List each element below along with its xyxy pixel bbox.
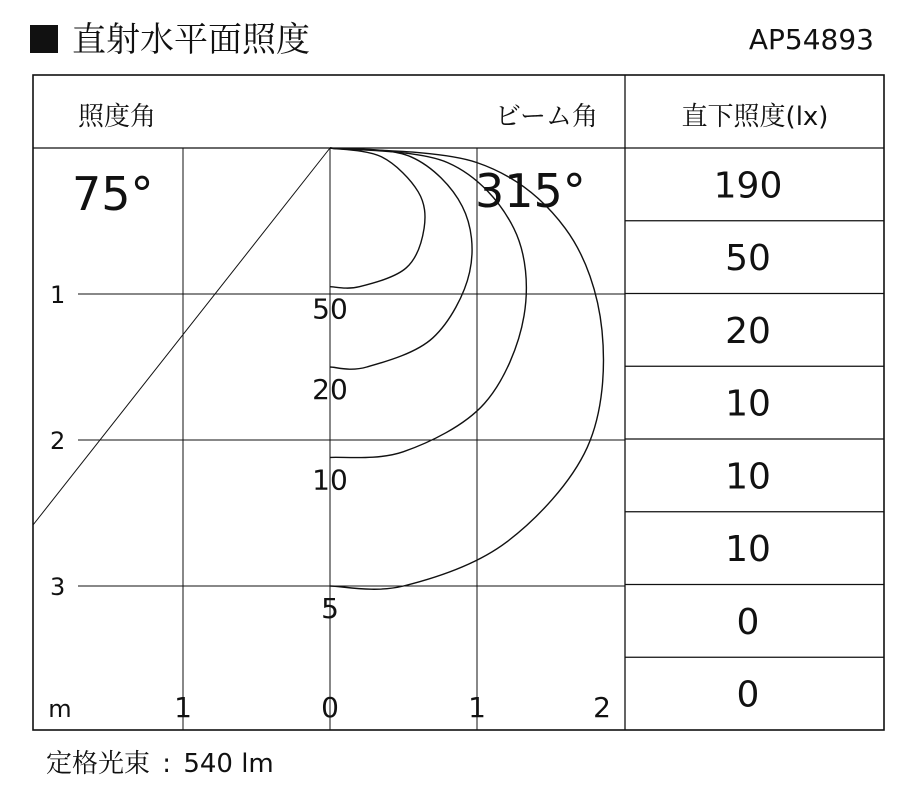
direct-illuminance-value: 0 [736, 674, 760, 716]
illuminance-angle-value: 75° [72, 167, 154, 221]
curve-label-20: 20 [312, 373, 348, 406]
rated-flux [46, 744, 278, 784]
beam-angle-header: ビーム角 [495, 102, 598, 132]
y-tick-label: 2 [50, 427, 66, 455]
rated-flux-label: 定格光束 [46, 749, 151, 779]
direct-illuminance-value: 0 [736, 601, 760, 643]
title-text: 直射水平面照度 [72, 20, 310, 60]
beam-angle-value: 315° [475, 164, 586, 218]
chart-labels [48, 102, 828, 724]
x-unit-label: m [48, 695, 72, 723]
illuminance-angle-header: 照度角 [78, 102, 157, 132]
model-number: AP54893 [748, 23, 874, 56]
x-tick-label: 1 [174, 691, 192, 724]
isolux-curve-50 [330, 148, 425, 288]
rated-flux-separator: : [162, 749, 172, 779]
chart-grid [33, 148, 625, 730]
direct-illuminance-value: 190 [713, 165, 783, 207]
illuminance-table [625, 165, 884, 715]
curve-label-50: 50 [312, 292, 348, 326]
rated-flux-value: 540 lm [183, 749, 274, 779]
direct-illuminance-value: 20 [725, 310, 771, 352]
curve-label-10: 10 [312, 463, 348, 497]
direct-illuminance-value: 10 [725, 383, 771, 425]
isolux-curve-20 [330, 148, 472, 369]
x-tick-label: 2 [593, 691, 611, 724]
direct-illuminance-value: 10 [725, 456, 771, 498]
y-tick-label: 3 [50, 573, 66, 601]
direct-illuminance-value: 50 [725, 238, 771, 280]
x-tick-label: 1 [468, 691, 486, 724]
x-tick-label: 0 [321, 691, 339, 724]
direct-illuminance-value: 10 [725, 529, 771, 571]
curve-label-5: 5 [321, 592, 339, 625]
direct-illuminance-header: 直下照度(lx) [681, 102, 829, 132]
y-tick-label: 1 [50, 281, 66, 309]
